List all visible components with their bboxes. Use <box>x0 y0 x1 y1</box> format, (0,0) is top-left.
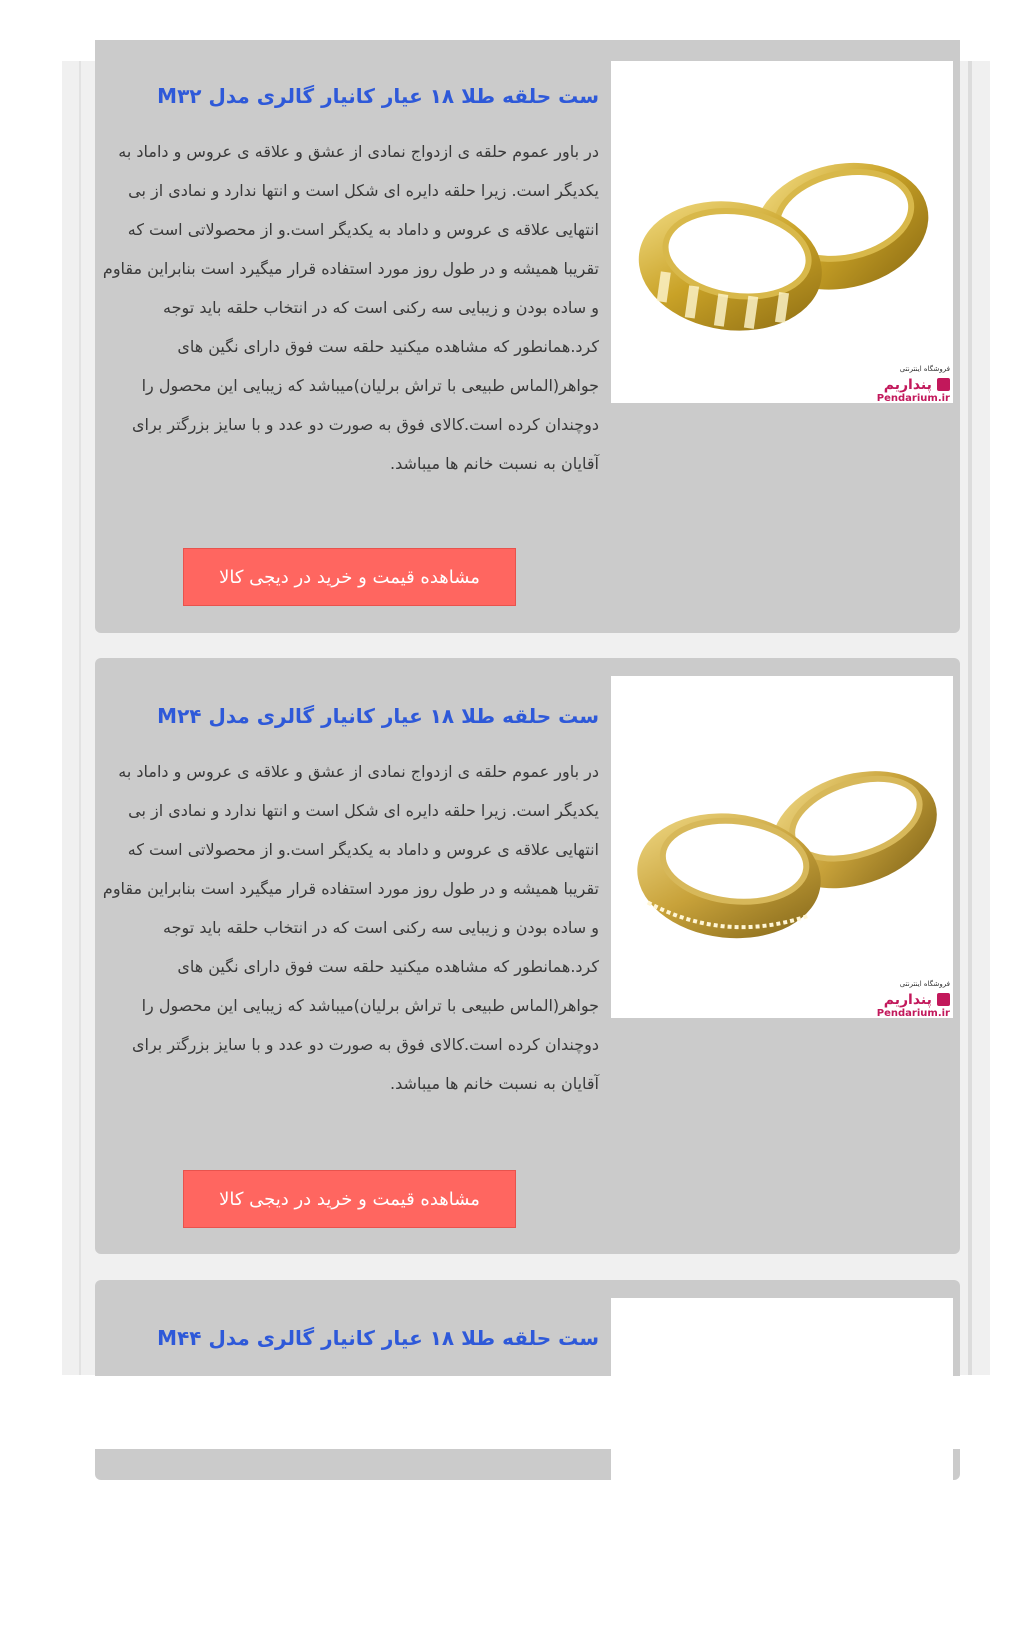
product-card <box>95 658 960 1254</box>
scrollbar-track[interactable] <box>968 61 972 1375</box>
product-description: در باور عموم حلقه ی ازدواج نمادی از عشق و علاقه ی عروس و داماد به یکدیگر است. زیرا حلقه دایره ای شکل است و انتها ندارد و نمادی از بی انتهایی علاقه ی عروس و داماد به یکدیگر است.و از محصولاتی است که تقریبا همیشه و در طول روز مورد استفاده قرار میگیرد است بنابراین مقاوم و ساده بودن و زیبایی سه رکنی است که در انتخاب حلقه باید توجه کرد.همانطور که مشاهده میکنید حلقه ست فوق دارای نگین های جواهر(الماس طبیعی با تراش برلیان)میباشد که زیبایی این محصول را دوچندان کرده است.کالای فوق به صورت دو عدد و با سایز بزرگتر برای آقایان به نسبت خانم ها میباشد. <box>102 142 599 473</box>
product-title[interactable]: ست حلقه طلا ۱۸ عیار کانیار گالری مدل M۳۲ <box>157 84 599 108</box>
watermark-brand: پنداریم <box>883 377 932 393</box>
buy-button[interactable]: مشاهده قیمت و خرید در دیجی کالا <box>183 548 516 606</box>
gold-rings-image <box>611 676 953 1018</box>
watermark-tagline: فروشگاه اینترنتی <box>899 365 950 373</box>
product-image[interactable] <box>611 61 953 403</box>
product-title[interactable]: ست حلقه طلا ۱۸ عیار کانیار گالری مدل M۲۴ <box>157 704 599 728</box>
product-title[interactable]: ست حلقه طلا ۱۸ عیار کانیار گالری مدل M۴۴ <box>157 1326 599 1350</box>
product-image[interactable] <box>611 1298 953 1640</box>
shopping-bag-icon <box>937 993 950 1006</box>
buy-button[interactable]: مشاهده قیمت و خرید در دیجی کالا <box>183 1170 516 1228</box>
watermark-logo <box>864 365 950 401</box>
watermark-logo <box>864 980 950 1016</box>
shopping-bag-icon <box>937 378 950 391</box>
watermark-url: Pendarium.ir <box>876 393 950 403</box>
watermark-url: Pendarium.ir <box>876 1008 950 1018</box>
frame-divider-left <box>79 61 81 1375</box>
product-card <box>95 40 960 633</box>
product-image[interactable] <box>611 676 953 1018</box>
watermark-brand: پنداریم <box>883 992 932 1008</box>
page-bottom-margin <box>0 1376 1024 1449</box>
watermark-tagline: فروشگاه اینترنتی <box>899 980 950 988</box>
gold-rings-image <box>611 61 953 403</box>
product-description: در باور عموم حلقه ی ازدواج نمادی از عشق و علاقه ی عروس و داماد به یکدیگر است. زیرا حلقه دایره ای شکل است و انتها ندارد و نمادی از بی انتهایی علاقه ی عروس و داماد به یکدیگر است.و از محصولاتی است که تقریبا همیشه و در طول روز مورد استفاده قرار میگیرد است بنابراین مقاوم و ساده بودن و زیبایی سه رکنی است که در انتخاب حلقه باید توجه کرد.همانطور که مشاهده میکنید حلقه ست فوق دارای نگین های جواهر(الماس طبیعی با تراش برلیان)میباشد که زیبایی این محصول را دوچندان کرده است.کالای فوق به صورت دو عدد و با سایز بزرگتر برای آقایان به نسبت خانم ها میباشد. <box>102 762 599 1093</box>
